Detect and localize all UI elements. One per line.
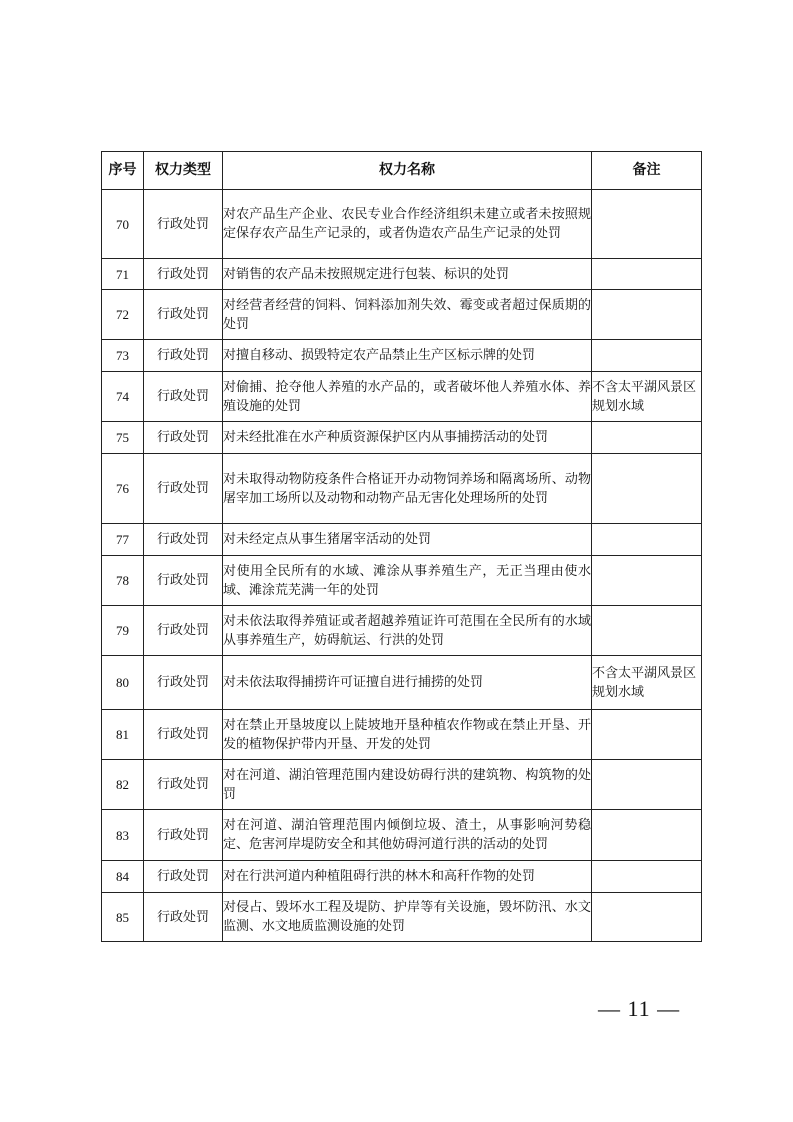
row-note [592, 861, 702, 893]
row-no: 75 [102, 422, 144, 454]
row-type: 行政处罚 [144, 810, 223, 861]
row-type: 行政处罚 [144, 190, 223, 259]
page-number: — 11 — [598, 996, 681, 1021]
table-row [102, 893, 702, 942]
row-note [592, 556, 702, 606]
row-type: 行政处罚 [144, 422, 223, 454]
row-note [592, 190, 702, 259]
table-row [102, 710, 702, 760]
row-note [592, 422, 702, 454]
row-note [592, 810, 702, 861]
row-note [592, 454, 702, 524]
row-name: 对销售的农产品未按照规定进行包装、标识的处罚 [223, 259, 592, 290]
header-name: 权力名称 [223, 152, 592, 190]
row-type: 行政处罚 [144, 606, 223, 656]
row-no: 79 [102, 606, 144, 656]
row-type: 行政处罚 [144, 454, 223, 524]
row-note [592, 893, 702, 942]
row-no: 84 [102, 861, 144, 893]
table-row [102, 259, 702, 290]
row-name: 对未经定点从事生猪屠宰活动的处罚 [223, 524, 592, 556]
table-row [102, 524, 702, 556]
row-type: 行政处罚 [144, 524, 223, 556]
row-note [592, 760, 702, 810]
table-row [102, 606, 702, 656]
table-row [102, 190, 702, 259]
table-row [102, 422, 702, 454]
row-note [592, 710, 702, 760]
row-note [592, 290, 702, 340]
table-row [102, 656, 702, 710]
row-name: 对侵占、毁坏水工程及堤防、护岸等有关设施，毁坏防汛、水文监测、水文地质监测设施的处罚 [223, 893, 592, 942]
row-no: 72 [102, 290, 144, 340]
row-no: 71 [102, 259, 144, 290]
table-row [102, 372, 702, 422]
power-list-table [101, 151, 702, 942]
row-type: 行政处罚 [144, 861, 223, 893]
row-no: 80 [102, 656, 144, 710]
header-note: 备注 [592, 152, 702, 190]
table-row [102, 760, 702, 810]
table-row [102, 454, 702, 524]
row-type: 行政处罚 [144, 656, 223, 710]
row-type: 行政处罚 [144, 893, 223, 942]
row-note: 不含太平湖风景区规划水域 [592, 372, 702, 422]
row-name: 对经营者经营的饲料、饲料添加剂失效、霉变或者超过保质期的处罚 [223, 290, 592, 340]
row-name: 对在河道、湖泊管理范围内建设妨碍行洪的建筑物、构筑物的处罚 [223, 760, 592, 810]
table-row [102, 810, 702, 861]
row-type: 行政处罚 [144, 556, 223, 606]
row-type: 行政处罚 [144, 372, 223, 422]
row-name: 对未取得动物防疫条件合格证开办动物饲养场和隔离场所、动物屠宰加工场所以及动物和动物产品无害化处理场所的处罚 [223, 454, 592, 524]
row-no: 82 [102, 760, 144, 810]
row-name: 对未经批准在水产种质资源保护区内从事捕捞活动的处罚 [223, 422, 592, 454]
row-name: 对偷捕、抢夺他人养殖的水产品的，或者破坏他人养殖水体、养殖设施的处罚 [223, 372, 592, 422]
table-row [102, 556, 702, 606]
row-no: 76 [102, 454, 144, 524]
row-name: 对在河道、湖泊管理范围内倾倒垃圾、渣土，从事影响河势稳定、危害河岸堤防安全和其他妨碍河道行洪的活动的处罚 [223, 810, 592, 861]
row-name: 对农产品生产企业、农民专业合作经济组织未建立或者未按照规定保存农产品生产记录的，或者伪造农产品生产记录的处罚 [223, 190, 592, 259]
row-name: 对在禁止开垦坡度以上陡坡地开垦种植农作物或在禁止开垦、开发的植物保护带内开垦、开发的处罚 [223, 710, 592, 760]
row-no: 83 [102, 810, 144, 861]
row-no: 70 [102, 190, 144, 259]
row-name: 对在行洪河道内种植阻碍行洪的林木和高秆作物的处罚 [223, 861, 592, 893]
row-type: 行政处罚 [144, 290, 223, 340]
row-no: 85 [102, 893, 144, 942]
row-name: 对未依法取得捕捞许可证擅自进行捕捞的处罚 [223, 656, 592, 710]
row-name: 对未依法取得养殖证或者超越养殖证许可范围在全民所有的水域从事养殖生产，妨碍航运、行洪的处罚 [223, 606, 592, 656]
row-name: 对擅自移动、损毁特定农产品禁止生产区标示牌的处罚 [223, 340, 592, 372]
row-no: 78 [102, 556, 144, 606]
header-no: 序号 [102, 152, 144, 190]
header-type: 权力类型 [144, 152, 223, 190]
table-row [102, 861, 702, 893]
row-no: 81 [102, 710, 144, 760]
row-type: 行政处罚 [144, 710, 223, 760]
row-note: 不含太平湖风景区规划水域 [592, 656, 702, 710]
row-note [592, 524, 702, 556]
row-type: 行政处罚 [144, 340, 223, 372]
row-note [592, 259, 702, 290]
row-no: 74 [102, 372, 144, 422]
row-name: 对使用全民所有的水域、滩涂从事养殖生产，无正当理由使水域、滩涂荒芜满一年的处罚 [223, 556, 592, 606]
row-type: 行政处罚 [144, 259, 223, 290]
row-note [592, 340, 702, 372]
row-type: 行政处罚 [144, 760, 223, 810]
row-no: 77 [102, 524, 144, 556]
table-row [102, 340, 702, 372]
row-note [592, 606, 702, 656]
row-no: 73 [102, 340, 144, 372]
table-header-row [102, 152, 702, 190]
table-row [102, 290, 702, 340]
